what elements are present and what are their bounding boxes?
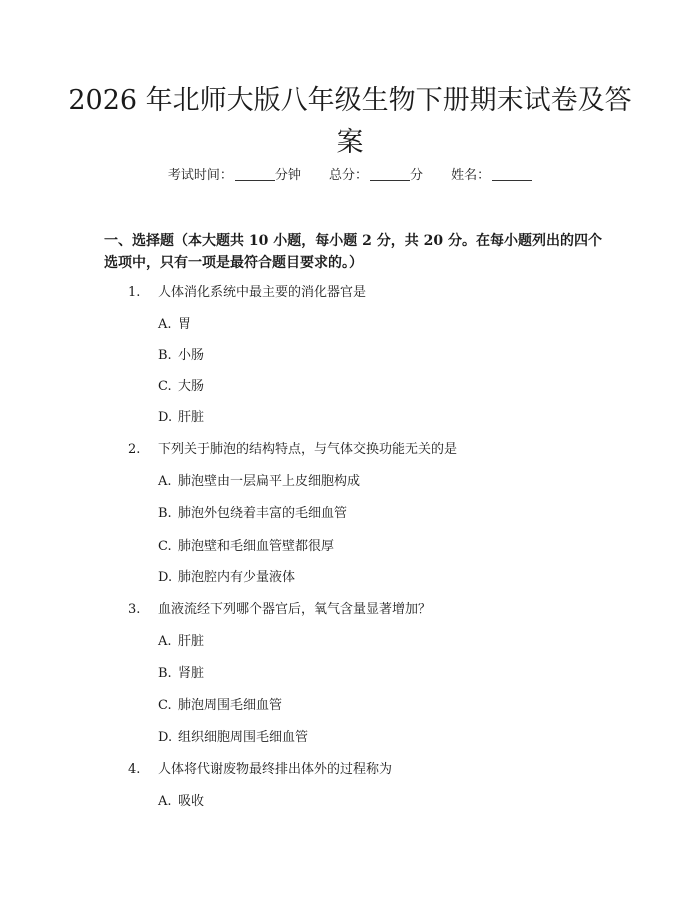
option-4a	[158, 792, 598, 812]
document-title: 2026 年北师大版八年级生物下册期末试卷及答案	[68, 85, 632, 158]
question-4	[128, 760, 608, 780]
option-3a	[158, 632, 598, 652]
option-1b	[158, 346, 598, 366]
option-1d	[158, 408, 598, 428]
option-letter: B.	[158, 666, 172, 681]
option-3b	[158, 664, 598, 684]
total-score-blank[interactable]	[370, 166, 410, 181]
total-score-unit: 分	[410, 168, 424, 183]
option-1a	[158, 315, 598, 335]
question-text: 人体将代谢废物最终排出体外的过程称为	[158, 762, 393, 777]
exam-time-field	[168, 166, 301, 186]
option-letter: A.	[158, 634, 172, 649]
option-letter: B.	[158, 506, 172, 521]
option-letter: D.	[158, 410, 173, 425]
option-letter: C.	[158, 698, 172, 713]
option-2b	[158, 504, 598, 524]
total-score-label: 总分：	[328, 168, 368, 183]
question-2	[128, 440, 608, 460]
option-text: 肝脏	[178, 410, 205, 425]
option-2a	[158, 472, 598, 492]
question-number: 2.	[128, 442, 141, 457]
section-heading: 一、选择题（本大题共 10 小题，每小题 2 分，共 20 分。在每小题列出的四个选项中，只有一项是最符合题目要求的。）	[104, 233, 602, 271]
option-text: 组织细胞周围毛细血管	[178, 730, 309, 745]
option-text: 肺泡外包绕着丰富的毛细血管	[178, 506, 348, 521]
option-letter: A.	[158, 794, 172, 809]
exam-time-unit: 分钟	[274, 168, 301, 183]
option-text: 胃	[178, 317, 192, 332]
option-text: 肺泡壁和毛细血管壁都很厚	[178, 539, 335, 554]
option-text: 肺泡壁由一层扁平上皮细胞构成	[178, 474, 361, 489]
exam-meta	[0, 166, 700, 186]
question-text: 血液流经下列哪个器官后，氧气含量显著增加？	[158, 602, 432, 617]
option-text: 肺泡周围毛细血管	[178, 698, 283, 713]
option-letter: B.	[158, 348, 172, 363]
exam-time-label: 考试时间：	[167, 168, 233, 183]
total-score-field	[329, 166, 423, 186]
option-letter: C.	[158, 379, 172, 394]
option-text: 肾脏	[178, 666, 205, 681]
option-2d	[158, 568, 598, 588]
option-text: 小肠	[178, 348, 205, 363]
option-text: 肺泡腔内有少量液体	[178, 570, 296, 585]
option-text: 大肠	[178, 379, 205, 394]
option-letter: C.	[158, 539, 172, 554]
option-letter: A.	[158, 474, 172, 489]
question-text: 下列关于肺泡的结构特点，与气体交换功能无关的是	[158, 442, 458, 457]
student-name-blank[interactable]	[492, 166, 532, 181]
option-text: 肝脏	[178, 634, 205, 649]
option-2c	[158, 537, 598, 557]
student-name-label: 姓名：	[451, 168, 491, 183]
option-3c	[158, 696, 598, 716]
question-number: 4.	[128, 762, 141, 777]
question-number: 1.	[128, 285, 141, 300]
option-1c	[158, 377, 598, 397]
option-3d	[158, 728, 598, 748]
exam-time-blank[interactable]	[235, 166, 275, 181]
option-letter: D.	[158, 570, 173, 585]
option-letter: A.	[158, 317, 172, 332]
question-number: 3.	[128, 602, 141, 617]
question-text: 人体消化系统中最主要的消化器官是	[158, 285, 367, 300]
question-3	[128, 600, 608, 620]
student-name-field	[451, 166, 532, 186]
option-text: 吸收	[178, 794, 205, 809]
option-letter: D.	[158, 730, 173, 745]
question-1	[128, 283, 608, 303]
